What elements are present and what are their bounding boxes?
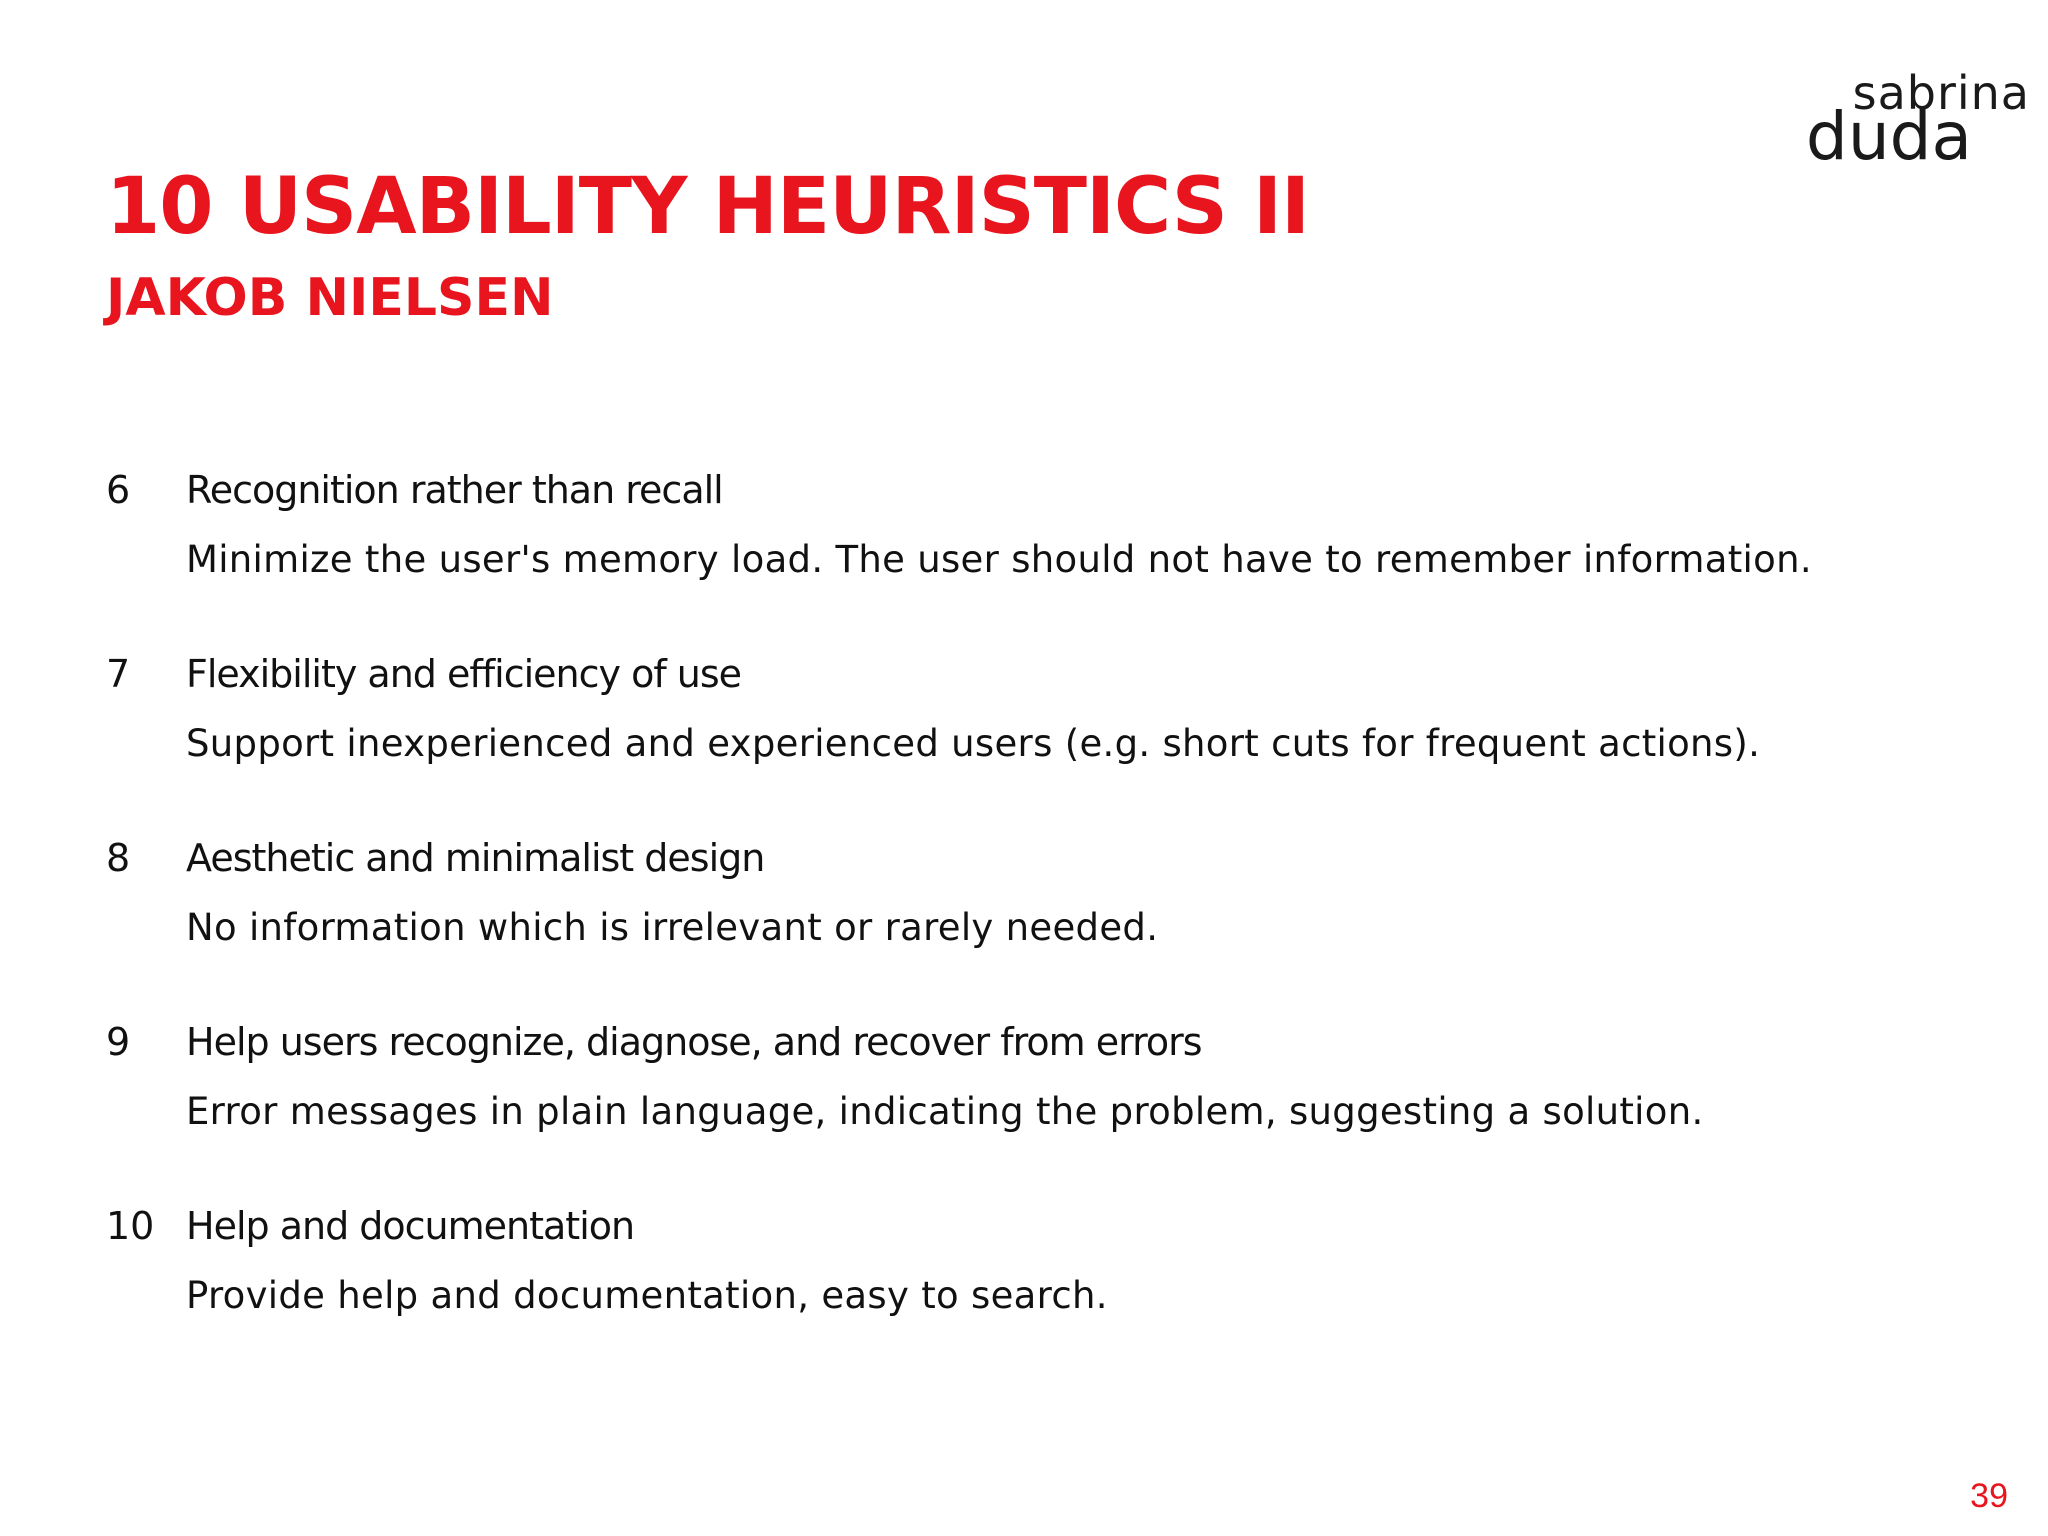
item-description: Error messages in plain language, indicating the problem, suggesting a solution. bbox=[186, 1090, 1704, 1133]
slide-subtitle: JAKOB NIELSEN bbox=[106, 268, 554, 328]
item-number: 8 bbox=[106, 836, 131, 880]
item-description: No information which is irrelevant or rarely needed. bbox=[186, 906, 1159, 949]
list-item bbox=[106, 465, 1906, 649]
item-title: Help and documentation bbox=[186, 1204, 635, 1248]
item-description: Minimize the user's memory load. The user should not have to remember information. bbox=[186, 538, 1812, 581]
item-title: Flexibility and efficiency of use bbox=[186, 652, 742, 696]
item-title: Aesthetic and minimalist design bbox=[186, 836, 765, 880]
slide-title: 10 USABILITY HEURISTICS II bbox=[106, 162, 1310, 252]
heuristics-list bbox=[106, 465, 1906, 1385]
page-number: 39 bbox=[1970, 1477, 2008, 1515]
logo-word-top: sabrina bbox=[1852, 66, 2030, 120]
list-item bbox=[106, 833, 1906, 1017]
list-item bbox=[106, 1017, 1906, 1201]
item-title: Help users recognize, diagnose, and recover from errors bbox=[186, 1020, 1202, 1064]
item-number: 7 bbox=[106, 652, 131, 696]
list-item bbox=[106, 649, 1906, 833]
item-description: Support inexperienced and experienced users (e.g. short cuts for frequent actions). bbox=[186, 722, 1761, 765]
logo-word-bottom: duda bbox=[1805, 98, 1972, 175]
logo bbox=[1770, 66, 2030, 175]
item-description: Provide help and documentation, easy to search. bbox=[186, 1274, 1108, 1317]
item-number: 10 bbox=[106, 1204, 155, 1248]
item-number: 6 bbox=[106, 468, 131, 512]
item-title: Recognition rather than recall bbox=[186, 468, 723, 512]
item-number: 9 bbox=[106, 1020, 131, 1064]
list-item bbox=[106, 1201, 1906, 1385]
